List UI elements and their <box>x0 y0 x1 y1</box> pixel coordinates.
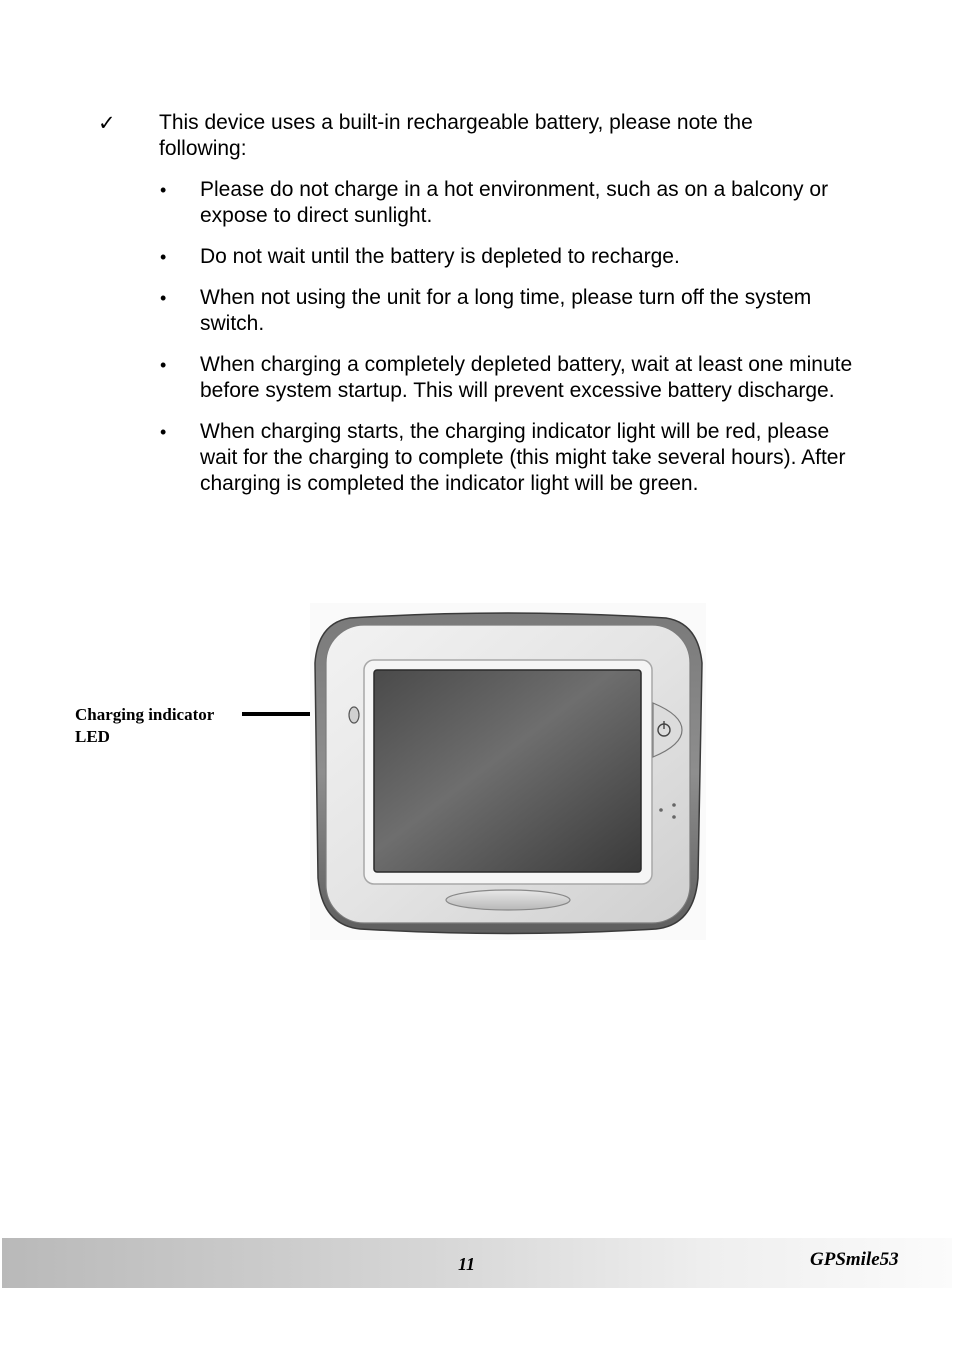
gps-device-image <box>310 603 706 940</box>
list-item <box>160 352 860 404</box>
list-item <box>160 244 860 270</box>
callout-label-line1: Charging indicator <box>75 705 215 724</box>
battery-note-text: This device uses a built-in rechargeable battery, please note the following: <box>159 111 753 160</box>
callout-label-line2: LED <box>75 727 110 746</box>
callout-label <box>75 704 245 748</box>
checkmark-icon: ✓ <box>98 111 116 135</box>
list-item <box>160 177 860 229</box>
list-item-text: Do not wait until the battery is depleted to recharge. <box>200 245 680 268</box>
list-item <box>160 419 860 497</box>
list-item-text: When not using the unit for a long time, please turn off the system switch. <box>200 286 812 335</box>
list-item-text: When charging a completely depleted battery, wait at least one minute before system startup. This will prevent excessive battery discharge. <box>200 353 853 402</box>
bullet-icon: • <box>160 180 167 200</box>
list-item-text: Please do not charge in a hot environment, such as on a balcony or expose to direct sunlight. <box>200 178 829 227</box>
home-pad <box>446 890 570 910</box>
list-item-text: When charging starts, the charging indicator light will be red, please wait for the charging to complete (this might take several hours). After charging is completed the indicator light will be green. <box>200 420 846 495</box>
list-item <box>160 285 860 337</box>
bullet-icon: • <box>160 355 167 375</box>
mic-hole <box>672 815 676 819</box>
charging-led <box>349 707 359 723</box>
bullet-icon: • <box>160 247 167 267</box>
bullet-icon: • <box>160 288 167 308</box>
mic-hole <box>672 803 676 807</box>
product-name: GPSmile53 <box>810 1249 899 1270</box>
bullet-icon: • <box>160 422 167 442</box>
mic-hole <box>659 808 663 812</box>
page-number: 11 <box>458 1254 476 1274</box>
battery-tips-list <box>160 177 860 512</box>
screen <box>374 670 641 872</box>
